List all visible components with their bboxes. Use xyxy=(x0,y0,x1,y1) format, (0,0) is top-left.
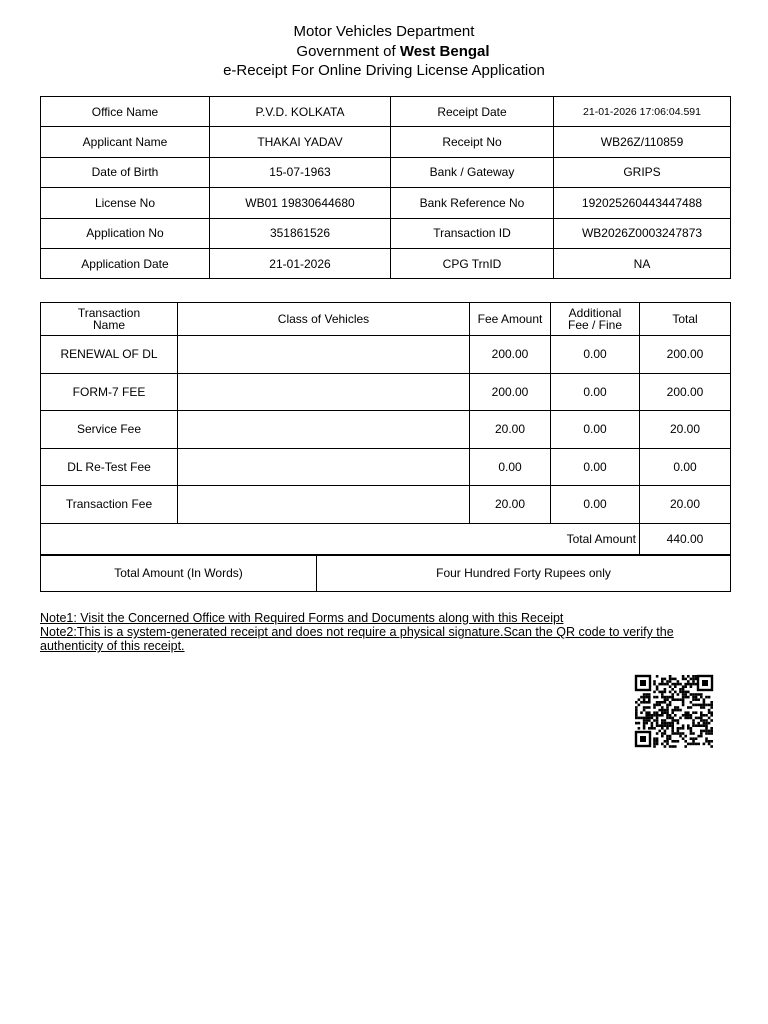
fees-table xyxy=(40,302,731,556)
government-line xyxy=(0,42,768,62)
total-amount-label: Total Amount xyxy=(41,523,640,555)
fee-row xyxy=(41,486,731,524)
info-value: NA xyxy=(554,248,731,278)
fee-additional: 0.00 xyxy=(551,486,640,524)
fee-cov xyxy=(178,448,470,486)
info-row xyxy=(41,218,731,248)
fee-amount: 20.00 xyxy=(470,486,551,524)
header-additional-fee xyxy=(551,303,640,336)
amount-in-words-value: Four Hundred Forty Rupees only xyxy=(317,555,731,592)
fee-row xyxy=(41,411,731,449)
header-text: Fee / Fine xyxy=(567,318,623,332)
info-label: Date of Birth xyxy=(41,157,210,187)
fee-total: 200.00 xyxy=(640,336,731,374)
info-row xyxy=(41,97,731,127)
header-text: Additional xyxy=(568,306,622,320)
info-label: Application No xyxy=(41,218,210,248)
info-row xyxy=(41,188,731,218)
info-label: License No xyxy=(41,188,210,218)
fee-cov xyxy=(178,486,470,524)
info-value: 15-07-1963 xyxy=(210,157,391,187)
note-1: Note1: Visit the Concerned Office with Required Forms and Documents along with this Receipt xyxy=(40,611,564,625)
fee-row xyxy=(41,448,731,486)
amount-in-words-label: Total Amount (In Words) xyxy=(41,555,317,592)
fee-name: Service Fee xyxy=(41,411,178,449)
fee-amount: 200.00 xyxy=(470,336,551,374)
fee-name: FORM-7 FEE xyxy=(41,373,178,411)
header-class-of-vehicles: Class of Vehicles xyxy=(178,303,470,336)
info-row xyxy=(41,157,731,187)
applicant-info-table xyxy=(40,96,731,279)
fee-row xyxy=(41,336,731,374)
header-fee-amount: Fee Amount xyxy=(470,303,551,336)
fee-row xyxy=(41,373,731,411)
info-value: WB2026Z0003247873 xyxy=(554,218,731,248)
state-name: West Bengal xyxy=(399,42,490,60)
info-value: 21-01-2026 xyxy=(210,248,391,278)
fee-amount: 0.00 xyxy=(470,448,551,486)
receipt-title: e-Receipt For Online Driving License Application xyxy=(223,62,545,79)
info-label: Bank / Gateway xyxy=(391,157,554,187)
info-label: Office Name xyxy=(41,97,210,127)
info-label: Transaction ID xyxy=(391,218,554,248)
info-value: P.V.D. KOLKATA xyxy=(210,97,391,127)
fee-additional: 0.00 xyxy=(551,336,640,374)
info-value: WB01 19830644680 xyxy=(210,188,391,218)
info-row xyxy=(41,248,731,278)
info-value: WB26Z/110859 xyxy=(554,127,731,157)
info-label: Receipt Date xyxy=(391,97,554,127)
fee-cov xyxy=(178,336,470,374)
total-amount-row xyxy=(41,523,731,555)
info-label: Bank Reference No xyxy=(391,188,554,218)
fee-additional: 0.00 xyxy=(551,448,640,486)
fee-amount: 20.00 xyxy=(470,411,551,449)
amount-in-words-row xyxy=(41,555,731,592)
fee-total: 0.00 xyxy=(640,448,731,486)
fee-additional: 0.00 xyxy=(551,411,640,449)
qr-code-icon xyxy=(634,674,714,748)
note-2: Note2:This is a system-generated receipt and does not require a physical signature.Scan the QR code to verify the authenticity of this receipt. xyxy=(40,625,674,653)
government-prefix: Government of xyxy=(296,42,400,60)
info-row xyxy=(41,127,731,157)
receipt-header xyxy=(0,22,768,81)
fee-name: RENEWAL OF DL xyxy=(41,336,178,374)
department-name: Motor Vehicles Department xyxy=(293,23,475,40)
amount-in-words-table xyxy=(40,554,731,592)
header-total: Total xyxy=(640,303,731,336)
info-value: GRIPS xyxy=(554,157,731,187)
info-value: THAKAI YADAV xyxy=(210,127,391,157)
info-value: 192025260443447488 xyxy=(554,188,731,218)
fee-amount: 200.00 xyxy=(470,373,551,411)
info-value: 21-01-2026 17:06:04.591 xyxy=(554,97,731,127)
notes-section xyxy=(40,611,720,653)
fee-name: Transaction Fee xyxy=(41,486,178,524)
header-transaction-name xyxy=(41,303,178,336)
fee-name: DL Re-Test Fee xyxy=(41,448,178,486)
fee-additional: 0.00 xyxy=(551,373,640,411)
fee-total: 200.00 xyxy=(640,373,731,411)
total-amount-value: 440.00 xyxy=(640,523,731,555)
info-label: CPG TrnID xyxy=(391,248,554,278)
fee-cov xyxy=(178,373,470,411)
header-text: Name xyxy=(92,318,125,332)
info-label: Application Date xyxy=(41,248,210,278)
info-label: Applicant Name xyxy=(41,127,210,157)
header-text: Transaction xyxy=(77,306,141,320)
fee-total: 20.00 xyxy=(640,486,731,524)
fee-total: 20.00 xyxy=(640,411,731,449)
fees-header-row xyxy=(41,303,731,336)
fee-cov xyxy=(178,411,470,449)
info-label: Receipt No xyxy=(391,127,554,157)
info-value: 351861526 xyxy=(210,218,391,248)
